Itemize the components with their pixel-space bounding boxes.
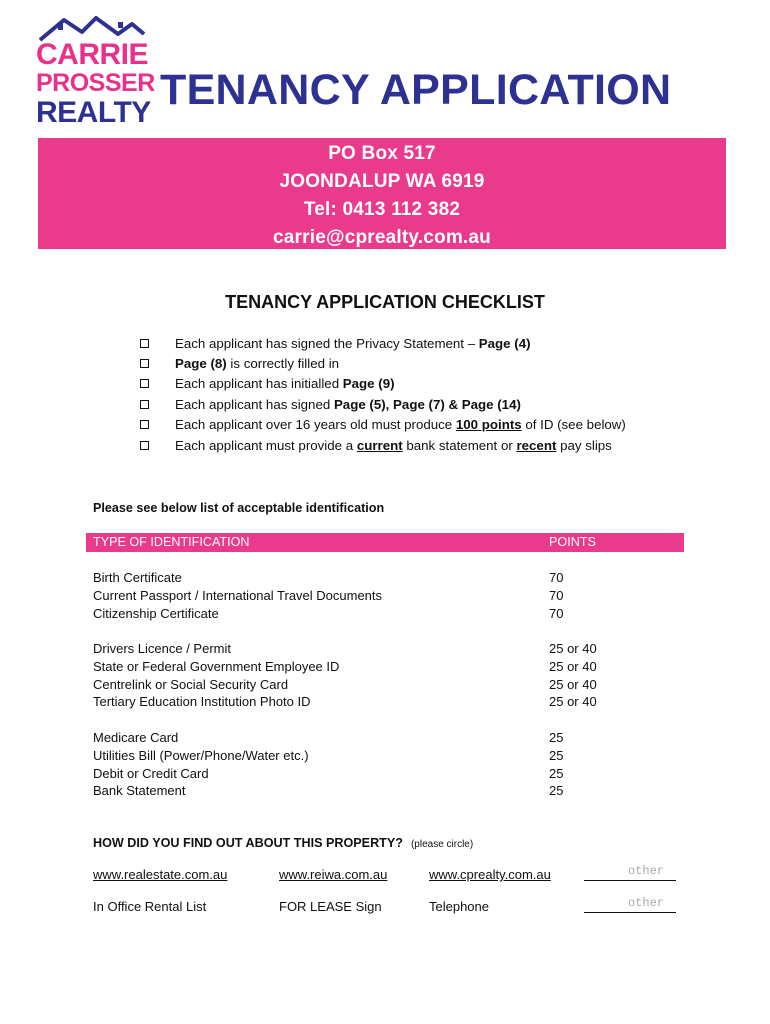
id-row [93, 783, 653, 801]
checklist-item-text: Each applicant must provide a current bank statement or recent pay slips [175, 437, 612, 453]
id-points: 70 [549, 587, 564, 603]
city: JOONDALUP WA 6919 [279, 171, 485, 192]
id-name: Tertiary Education Institution Photo ID [93, 694, 311, 710]
id-row [93, 677, 653, 695]
id-points: 25 [549, 783, 564, 799]
id-group-photo [93, 641, 653, 712]
id-name: State or Federal Government Employee ID [93, 658, 340, 674]
id-intro-text: Please see below list of acceptable identification [93, 501, 385, 515]
id-points: 25 or 40 [549, 694, 597, 710]
id-row [93, 694, 653, 712]
logo-word-prosser: PROSSER [36, 69, 155, 97]
id-name: Drivers Licence / Permit [93, 641, 231, 656]
option-reiwa[interactable]: www.reiwa.com.au [279, 867, 388, 882]
id-row [93, 588, 653, 606]
checkbox[interactable] [140, 359, 149, 368]
id-row [93, 570, 653, 588]
email: carrie@cprealty.com.au [273, 227, 491, 248]
other-field[interactable]: other [584, 897, 676, 913]
id-group-primary [93, 570, 653, 623]
company-logo [36, 14, 155, 129]
page-title: TENANCY APPLICATION [160, 66, 672, 114]
source-hint: (please circle) [410, 839, 474, 850]
id-group-secondary [93, 730, 653, 801]
checklist-item-text: Each applicant has signed the Privacy Statement – Page (4) [175, 335, 531, 351]
id-points: 25 or 40 [549, 658, 597, 674]
checklist-item-text: Each applicant has signed Page (5), Page (7) & Page (14) [175, 396, 521, 412]
id-row [93, 730, 653, 748]
checkbox[interactable] [140, 441, 149, 450]
id-name: Medicare Card [93, 730, 179, 745]
id-points: 70 [549, 605, 564, 621]
id-points: 25 or 40 [549, 676, 597, 692]
logo-word-carrie: CARRIE [36, 38, 149, 71]
checklist-item-text: Page (8) is correctly filled in [175, 356, 340, 372]
id-row [93, 766, 653, 784]
checklist-item-text: Each applicant has initialled Page (9) [175, 376, 395, 392]
id-name: Bank Statement [93, 783, 186, 799]
id-points: 25 [549, 765, 564, 781]
id-name: Centrelink or Social Security Card [93, 676, 289, 692]
checklist [140, 333, 626, 455]
other-field[interactable]: other [584, 865, 676, 881]
checklist-title: TENANCY APPLICATION CHECKLIST [225, 292, 545, 312]
option-realestate[interactable]: www.realestate.com.au [93, 867, 228, 882]
id-points: 25 or 40 [549, 641, 597, 656]
id-row [93, 641, 653, 659]
checklist-item [140, 394, 626, 414]
id-points: 25 [549, 730, 564, 745]
option-telephone[interactable]: Telephone [429, 899, 489, 914]
checkbox[interactable] [140, 400, 149, 409]
header-type: TYPE OF IDENTIFICATION [93, 535, 250, 549]
id-points: 70 [549, 570, 564, 585]
source-question-text: HOW DID YOU FIND OUT ABOUT THIS PROPERTY? [93, 836, 403, 850]
checkbox[interactable] [140, 379, 149, 388]
id-name: Current Passport / International Travel Documents [93, 587, 383, 603]
source-question [93, 834, 473, 852]
id-name: Birth Certificate [93, 570, 182, 585]
po-box: PO Box 517 [328, 143, 436, 164]
checklist-item [140, 374, 626, 394]
id-name: Debit or Credit Card [93, 765, 209, 781]
checkbox[interactable] [140, 339, 149, 348]
checklist-item [140, 435, 626, 455]
id-name: Utilities Bill (Power/Phone/Water etc.) [93, 747, 309, 763]
checkbox[interactable] [140, 420, 149, 429]
id-row [93, 659, 653, 677]
telephone: Tel: 0413 112 382 [303, 199, 461, 220]
id-table-header [86, 533, 684, 552]
checklist-item [140, 353, 626, 373]
id-name: Citizenship Certificate [93, 605, 219, 621]
id-row [93, 748, 653, 766]
id-row [93, 606, 653, 624]
header-points: POINTS [549, 535, 596, 549]
address-banner [38, 138, 726, 249]
option-for-lease-sign[interactable]: FOR LEASE Sign [279, 899, 382, 914]
checklist-item [140, 333, 626, 353]
logo-word-realty: REALTY [36, 96, 151, 129]
checklist-item [140, 415, 626, 435]
checklist-item-text: Each applicant over 16 years old must produce 100 points of ID (see below) [175, 417, 626, 433]
option-office-rental-list[interactable]: In Office Rental List [93, 899, 207, 914]
option-cprealty[interactable]: www.cprealty.com.au [429, 867, 551, 882]
id-points: 25 [549, 747, 564, 763]
